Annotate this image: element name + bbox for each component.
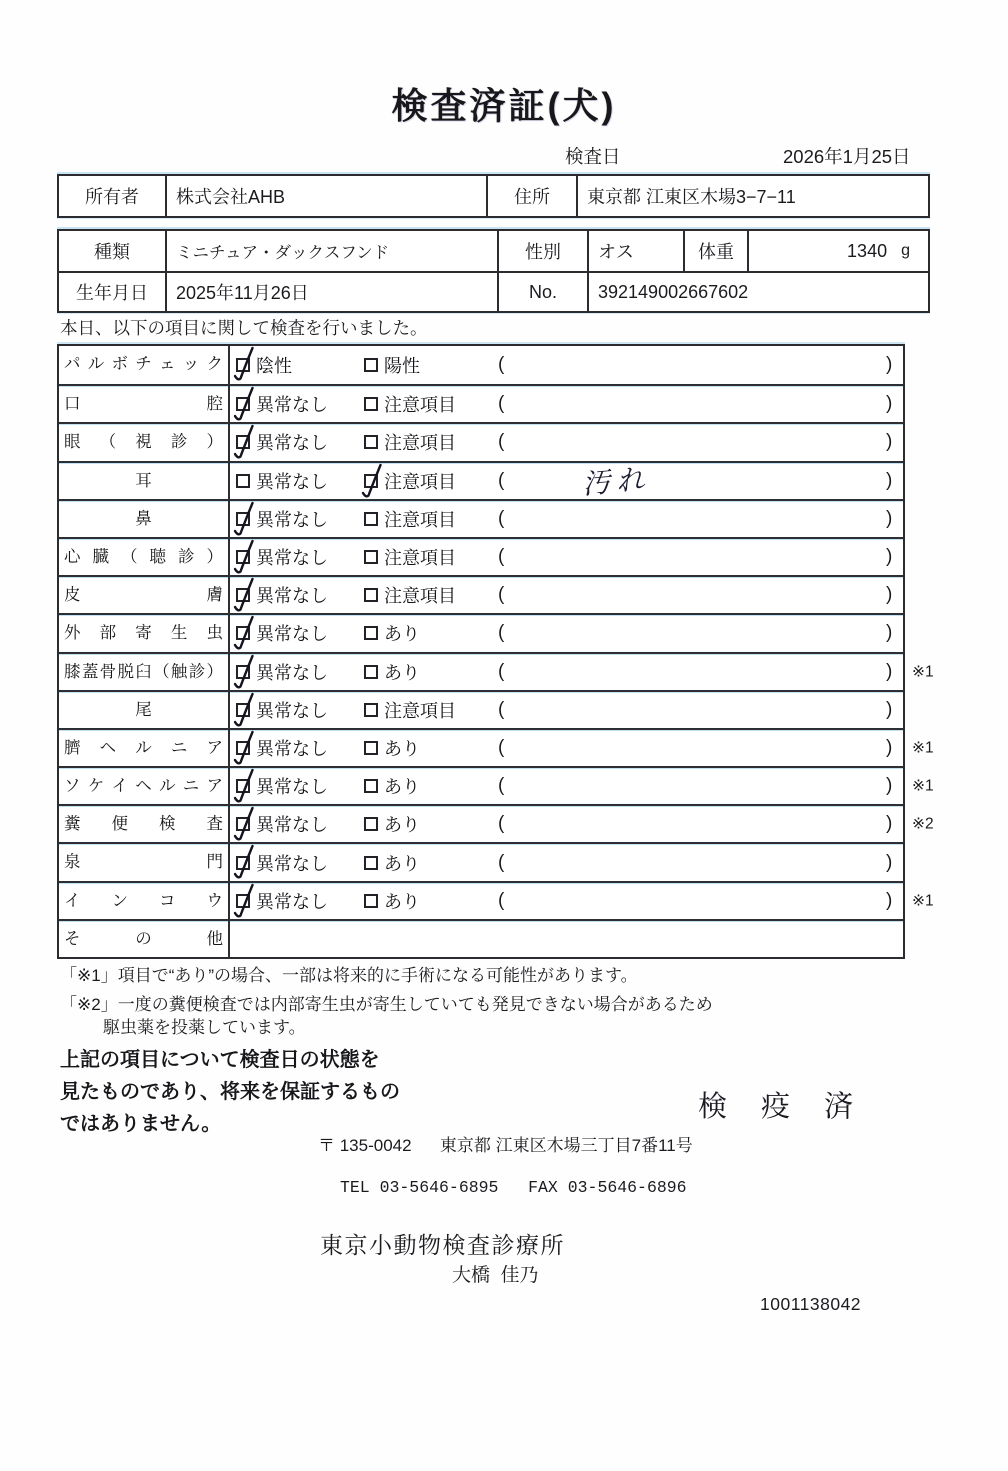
check-mark-icon	[231, 765, 257, 807]
option-2	[364, 539, 456, 575]
option-2-label: 注意項目	[384, 548, 456, 569]
option-1	[236, 883, 328, 919]
sex-label: 性別	[499, 231, 589, 271]
check-mark-icon	[231, 536, 257, 578]
option-2	[364, 654, 420, 690]
weight-unit: g	[901, 242, 910, 259]
option-2-label: あり	[384, 624, 420, 645]
exam-item-name-cell	[59, 424, 230, 460]
option-1-label: 異常なし	[256, 624, 328, 645]
exam-row-content	[230, 730, 934, 766]
paren-close: )	[886, 354, 893, 376]
postal-address: 〒 135-0042 東京都 江東区木場三丁目7番11号	[318, 1136, 693, 1155]
disclaimer-line-3: ではありません。	[60, 1113, 222, 1135]
exam-row-content	[230, 501, 903, 537]
paren-close: )	[886, 507, 893, 529]
option-1-label: 異常なし	[256, 662, 328, 683]
option-1-label: 異常なし	[256, 509, 328, 530]
exam-item-name: 眼 （ 視 診 ）	[64, 433, 223, 452]
exam-item-name-cell	[59, 539, 230, 575]
paren-open: (	[498, 507, 505, 529]
checkbox-icon	[364, 512, 378, 526]
option-1	[236, 424, 328, 460]
option-2-label: 注意項目	[384, 395, 456, 416]
exam-row-content	[230, 692, 903, 728]
checkbox-icon	[364, 435, 378, 449]
exam-row	[59, 842, 903, 880]
option-2	[364, 386, 456, 422]
no-value: 392149002667602	[598, 281, 749, 302]
exam-row	[59, 728, 934, 766]
paren-close: )	[886, 431, 893, 453]
checkbox-icon	[364, 779, 378, 793]
exam-item-name: 口 腔	[64, 395, 223, 414]
option-2	[364, 883, 420, 919]
checkbox-icon	[364, 703, 378, 717]
paren-open: (	[498, 431, 505, 453]
option-2-label: 注意項目	[384, 586, 456, 607]
paren-close: )	[886, 736, 893, 758]
footnote-ref: ※1	[912, 892, 934, 910]
birth-row	[59, 271, 928, 311]
exam-item-name: 心 臓 （ 聴 診 ）	[64, 547, 223, 566]
exam-item-name-cell	[59, 806, 230, 842]
footnote-1: 「※1」項目で“あり”の場合、一部は将来的に手術になる可能性があります。	[60, 966, 638, 985]
exam-row-content	[230, 463, 903, 499]
exam-row	[59, 652, 934, 690]
paren-open: (	[498, 775, 505, 797]
paren-open: (	[498, 584, 505, 606]
exam-row-content	[230, 539, 903, 575]
weight-value	[749, 231, 928, 271]
exam-row	[59, 766, 934, 804]
paren-open: (	[498, 851, 505, 873]
exam-row-content	[230, 615, 903, 651]
owner-row	[59, 176, 928, 216]
option-2-label: あり	[384, 738, 420, 759]
check-mark-icon	[231, 727, 257, 769]
option-1	[236, 463, 328, 499]
exam-row	[59, 919, 903, 957]
option-1	[236, 844, 328, 880]
exam-item-name: 糞 便 検 査	[64, 815, 223, 834]
handwritten-note: 汚れ	[580, 462, 652, 501]
option-1	[236, 806, 328, 842]
clinic-name: 東京小動物検査診療所	[320, 1232, 565, 1258]
tel-fax: TEL 03-5646-6895 FAX 03-5646-6896	[340, 1178, 687, 1197]
option-1-label: 陰性	[256, 356, 292, 377]
option-2-label: 注意項目	[384, 509, 456, 530]
paren-open: (	[498, 354, 505, 376]
option-2-label: あり	[384, 777, 420, 798]
option-2	[364, 346, 420, 384]
paren-close: )	[886, 469, 893, 491]
checkbox-icon	[364, 894, 378, 908]
check-mark-icon	[231, 498, 257, 540]
option-1	[236, 577, 328, 613]
paren-close: )	[886, 889, 893, 911]
breed-value: ミニチュア・ダックスフンド	[167, 231, 499, 271]
exam-item-name: そ の 他	[64, 929, 223, 948]
paren-open: (	[498, 736, 505, 758]
exam-row	[59, 499, 903, 537]
option-1	[236, 692, 328, 728]
option-1	[236, 346, 292, 384]
exam-item-name: 皮 膚	[64, 586, 223, 605]
paren-close: )	[886, 851, 893, 873]
checkbox-icon	[364, 665, 378, 679]
quarantine-stamp: 検 疫 済	[698, 1091, 867, 1123]
paren-open: (	[498, 889, 505, 911]
exam-row-content	[230, 883, 934, 919]
breed-row	[59, 231, 928, 271]
exam-item-name-cell	[59, 768, 230, 804]
exam-item-name: イ ン コ ウ	[64, 891, 223, 910]
disclaimer-text	[60, 1044, 400, 1140]
option-1-label: 異常なし	[256, 815, 328, 836]
option-1-label: 異常なし	[256, 433, 328, 454]
paren-close: )	[886, 813, 893, 835]
option-1-label: 異常なし	[256, 586, 328, 607]
option-2-label: あり	[384, 853, 420, 874]
owner-label: 所有者	[59, 176, 167, 216]
option-1	[236, 539, 328, 575]
exam-row	[59, 537, 903, 575]
option-2	[364, 463, 456, 499]
exam-row	[59, 346, 903, 384]
option-2-label: あり	[384, 891, 420, 912]
option-1-label: 異常なし	[256, 738, 328, 759]
exam-item-name-cell	[59, 463, 230, 499]
exam-item-name: 臍 ヘ ル ニ ア	[64, 738, 223, 757]
check-mark-icon	[231, 880, 257, 922]
paren-open: (	[498, 546, 505, 568]
exam-item-name: 膝蓋骨脱臼（触診）	[64, 662, 223, 681]
option-1	[236, 768, 328, 804]
no-label: No.	[499, 273, 589, 311]
exam-item-name: 尾	[135, 700, 152, 719]
paren-close: )	[886, 660, 893, 682]
check-mark-icon	[231, 651, 257, 693]
breed-label: 種類	[59, 231, 167, 271]
footnote-ref: ※1	[912, 777, 934, 795]
sex-value: オス	[589, 231, 685, 271]
inspection-date-label: 検査日	[565, 146, 621, 167]
checkbox-icon	[364, 626, 378, 640]
exam-item-name-cell	[59, 654, 230, 690]
serial-number: 1001138042	[760, 1294, 862, 1314]
paren-close: )	[886, 775, 893, 797]
check-mark-icon	[231, 841, 257, 883]
option-2	[364, 424, 456, 460]
option-2-label: 注意項目	[384, 471, 456, 492]
exam-row-content	[230, 921, 903, 957]
option-2	[364, 615, 420, 651]
paren-open: (	[498, 660, 505, 682]
exam-row-content	[230, 424, 903, 460]
exam-row	[59, 461, 903, 499]
option-1-label: 異常なし	[256, 853, 328, 874]
exam-item-name-cell	[59, 844, 230, 880]
option-1-label: 異常なし	[256, 395, 328, 416]
exam-item-name: パ ル ボ チ ェ ッ ク	[64, 355, 223, 373]
footnote-ref: ※2	[912, 815, 934, 833]
option-1	[236, 730, 328, 766]
check-mark-icon	[359, 460, 385, 502]
paren-close: )	[886, 546, 893, 568]
exam-item-name: 耳	[135, 471, 152, 490]
check-mark-icon	[231, 343, 257, 385]
birth-value: 2025年11月26日	[167, 273, 499, 311]
owner-value: 株式会社AHB	[167, 176, 488, 216]
exam-row	[59, 804, 934, 842]
footnote-2-line1: 「※2」一度の糞便検査では内部寄生虫が寄生していても発見できない場合があるため	[60, 995, 713, 1014]
option-2-label: 陽性	[384, 356, 420, 377]
option-1-label: 異常なし	[256, 891, 328, 912]
exam-item-name: ソ ケ イ ヘ ル ニ ア	[64, 777, 223, 796]
paren-close: )	[886, 698, 893, 720]
paren-open: (	[498, 393, 505, 415]
option-2-label: あり	[384, 815, 420, 836]
paren-open: (	[498, 813, 505, 835]
exam-item-name-cell	[59, 883, 230, 919]
exam-row	[59, 422, 903, 460]
check-mark-icon	[231, 383, 257, 425]
exam-item-name-cell	[59, 577, 230, 613]
checkbox-icon	[364, 550, 378, 564]
pet-table	[57, 229, 930, 313]
check-mark-icon	[231, 689, 257, 731]
exam-table	[57, 344, 934, 959]
option-2	[364, 501, 456, 537]
disclaimer-line-1: 上記の項目について検査日の状態を	[60, 1049, 380, 1071]
paren-close: )	[886, 622, 893, 644]
option-1-label: 異常なし	[256, 700, 328, 721]
veterinarian-name: 大橋 佳乃	[452, 1265, 539, 1286]
weight-number: 1340	[847, 240, 888, 261]
exam-row-content	[230, 577, 903, 613]
exam-item-name: 鼻	[135, 509, 152, 528]
paren-open: (	[498, 698, 505, 720]
exam-item-name-cell	[59, 730, 230, 766]
page-title: 検査済証(犬)	[391, 85, 617, 126]
check-mark-icon	[231, 421, 257, 463]
disclaimer-line-2: 見たものであり、将来を保証するもの	[60, 1081, 400, 1103]
paren-open: (	[498, 469, 505, 491]
option-1-label: 異常なし	[256, 777, 328, 798]
checkbox-icon	[364, 588, 378, 602]
exam-item-name-cell	[59, 386, 230, 422]
exam-item-name-cell	[59, 615, 230, 651]
address-label: 住所	[488, 176, 578, 216]
exam-item-name-cell	[59, 346, 230, 384]
option-2-label: あり	[384, 662, 420, 683]
check-mark-icon	[231, 803, 257, 845]
footnote-ref: ※1	[912, 663, 934, 681]
option-2	[364, 844, 420, 880]
option-1-label: 異常なし	[256, 548, 328, 569]
exam-item-name-cell	[59, 921, 230, 957]
exam-row-content	[230, 386, 903, 422]
exam-row	[59, 384, 903, 422]
exam-item-name-cell	[59, 692, 230, 728]
checkbox-icon	[364, 397, 378, 411]
option-1	[236, 654, 328, 690]
option-2-label: 注意項目	[384, 433, 456, 454]
option-1-label: 異常なし	[256, 471, 328, 492]
exam-row-content	[230, 768, 934, 804]
paren-open: (	[498, 622, 505, 644]
exam-item-name-cell	[59, 501, 230, 537]
option-2-label: 注意項目	[384, 700, 456, 721]
option-2	[364, 692, 456, 728]
paren-close: )	[886, 584, 893, 606]
option-1	[236, 615, 328, 651]
checkbox-icon	[364, 358, 378, 372]
address-value: 東京都 江東区木場3−7−11	[587, 187, 796, 207]
footnote-2-line2: 駆虫薬を投薬しています。	[103, 1018, 306, 1037]
option-2	[364, 768, 420, 804]
exam-row-content	[230, 806, 934, 842]
inspection-date-value: 2026年1月25日	[783, 146, 911, 167]
exam-row	[59, 575, 903, 613]
option-2	[364, 806, 420, 842]
check-mark-icon	[231, 612, 257, 654]
weight-label: 体重	[685, 231, 749, 271]
intro-text: 本日、以下の項目に関して検査を行いました。	[60, 318, 428, 338]
exam-item-name: 泉 門	[64, 853, 223, 872]
option-1	[236, 501, 328, 537]
owner-table	[57, 174, 930, 218]
checkbox-icon	[364, 817, 378, 831]
birth-label: 生年月日	[59, 273, 167, 311]
exam-row	[59, 881, 934, 919]
paren-close: )	[886, 393, 893, 415]
option-2	[364, 730, 420, 766]
checkbox-icon	[236, 474, 250, 488]
option-2	[364, 577, 456, 613]
checkbox-icon	[364, 856, 378, 870]
check-mark-icon	[231, 574, 257, 616]
checkbox-icon	[364, 741, 378, 755]
option-1	[236, 386, 328, 422]
footnote-ref: ※1	[912, 739, 934, 757]
exam-row-content	[230, 844, 903, 880]
exam-row	[59, 613, 903, 651]
exam-row	[59, 690, 903, 728]
exam-item-name: 外 部 寄 生 虫	[64, 624, 223, 643]
exam-row-content	[230, 346, 903, 384]
exam-row-content	[230, 654, 934, 690]
